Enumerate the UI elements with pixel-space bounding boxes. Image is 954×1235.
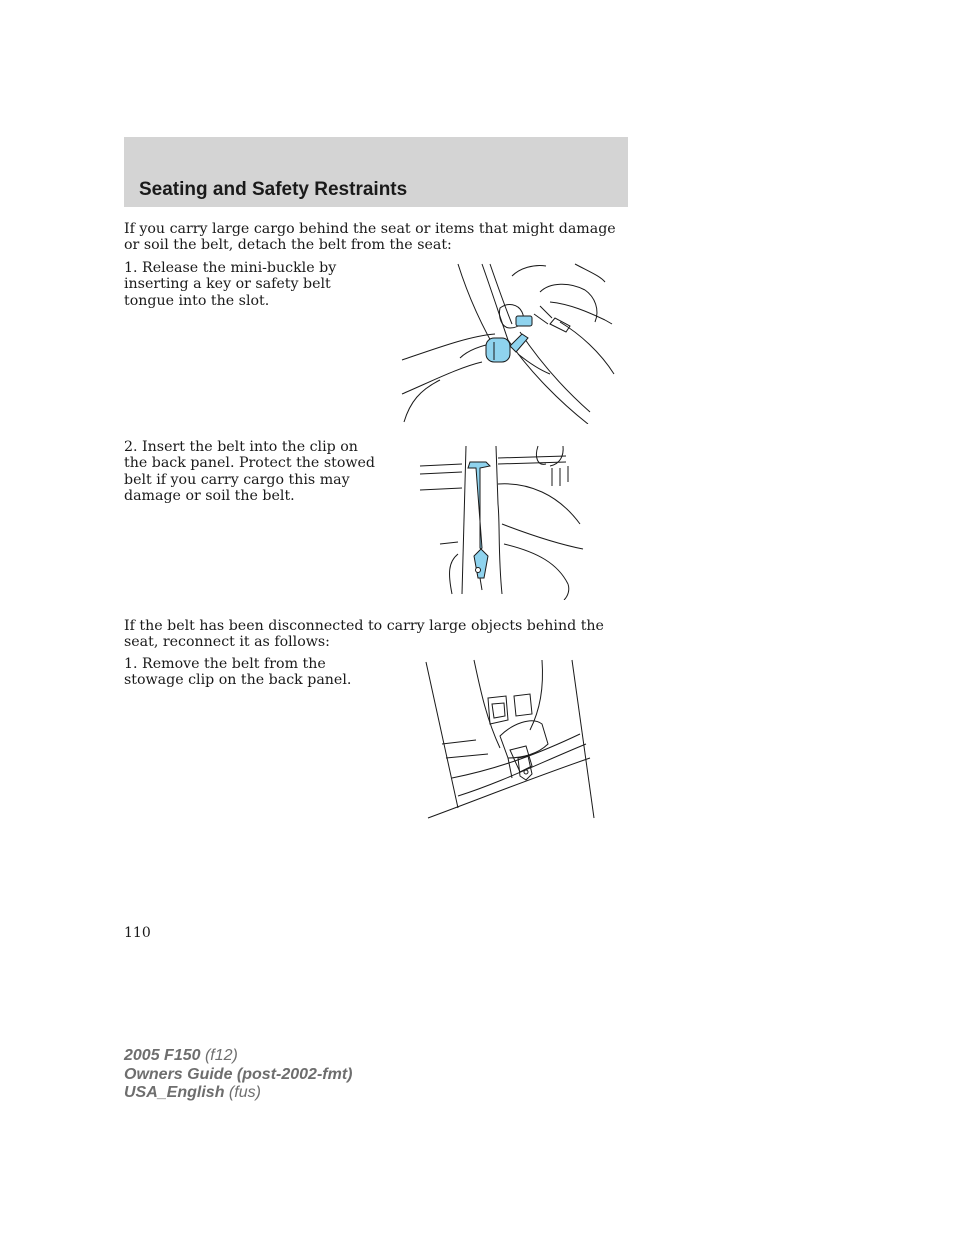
footer-language: USA_English (124, 1084, 225, 1101)
intro-paragraph: If you carry large cargo behind the seat or items that might damage or soil the belt, detach the belt from the seat: (124, 221, 616, 254)
footer-line-3 (124, 1084, 352, 1103)
step-2-insert-belt-clip: 2. Insert the belt into the clip on the back panel. Protect the stowed belt if you carry cargo this may damage or soil the belt. (124, 439, 375, 505)
footer-model: 2005 F150 (124, 1047, 201, 1064)
footer-language-code: (fus) (228, 1084, 261, 1101)
document-footer (124, 1047, 352, 1103)
reconnect-intro-paragraph: If the belt has been disconnected to carry large objects behind the seat, reconnect it as follows: (124, 618, 604, 651)
section-header-band (124, 137, 628, 207)
section-title: Seating and Safety Restraints (139, 179, 408, 200)
step-1-release-buckle: 1. Release the mini-buckle by inserting a key or safety belt tongue into the slot. (124, 260, 337, 309)
footer-guide-name: Owners Guide (post-2002-fmt) (124, 1065, 353, 1083)
step-1-remove-belt-clip: 1. Remove the belt from the stowage clip on the back panel. (124, 656, 352, 689)
illustration-remove-belt-from-clip (422, 658, 598, 822)
illustration-release-mini-buckle (400, 262, 618, 424)
page-number: 110 (124, 925, 151, 941)
illustration-belt-in-clip (418, 444, 584, 600)
footer-model-code: (f12) (204, 1047, 238, 1064)
footer-line-2 (124, 1066, 352, 1085)
footer-line-1 (124, 1047, 352, 1066)
